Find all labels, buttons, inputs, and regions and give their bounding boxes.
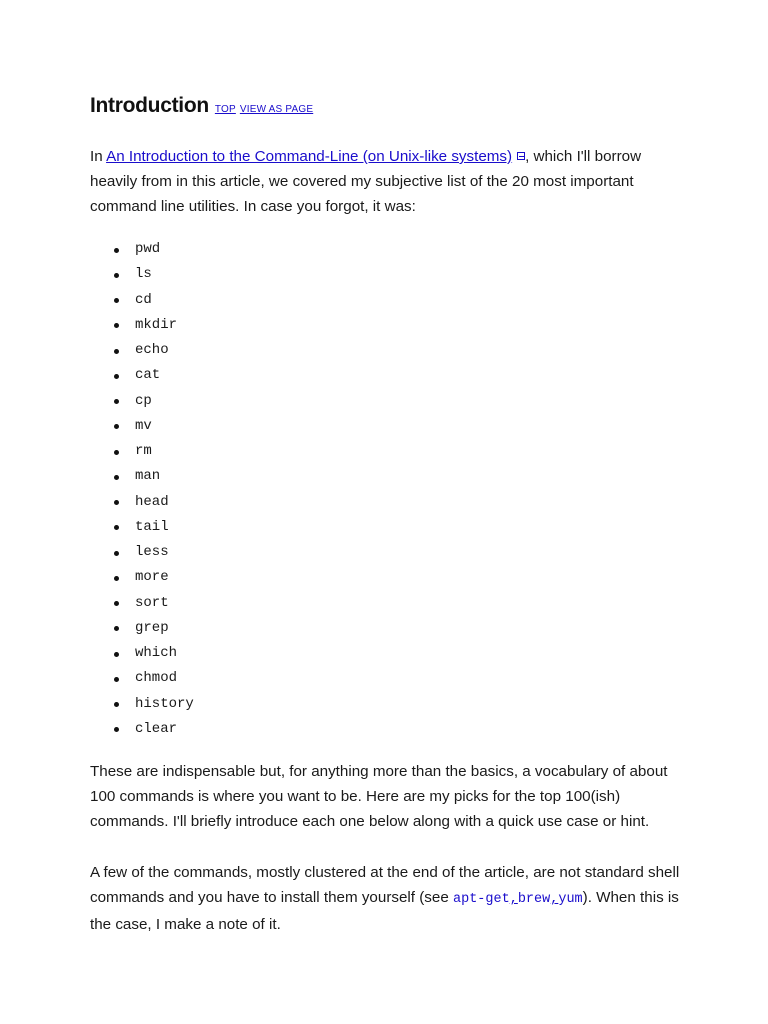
list-item: mv (114, 414, 690, 439)
intro-command-line-link[interactable]: An Introduction to the Command-Line (on Unix-like systems) (106, 148, 513, 165)
list-item: head (114, 490, 690, 515)
list-item: less (114, 540, 690, 565)
top-link[interactable]: TOP (214, 104, 236, 115)
list-item: clear (114, 717, 690, 742)
list-item: chmod (114, 666, 690, 691)
list-item: pwd (114, 237, 690, 262)
yum-link[interactable]: yum (558, 892, 583, 907)
install-note-before: A few of the commands, mostly clustered at the end of the article, are not standard shell commands and you have to install them yourself (see (90, 864, 680, 906)
apt-get-link[interactable]: apt-get (453, 892, 510, 907)
brew-link[interactable]: brew (517, 892, 551, 907)
list-item: grep (114, 616, 690, 641)
list-item: rm (114, 439, 690, 464)
list-item: ls (114, 262, 690, 287)
link-separator: , (509, 892, 518, 907)
list-item: which (114, 641, 690, 666)
list-item: sort (114, 591, 690, 616)
list-item: cd (114, 288, 690, 313)
link-separator: , (550, 892, 559, 907)
command-list (90, 237, 690, 742)
article (90, 92, 690, 937)
intro-text-before: In (90, 148, 107, 165)
section-title: Introduction (90, 94, 209, 117)
external-link-icon[interactable] (517, 152, 525, 160)
list-item: more (114, 565, 690, 590)
paragraph-install-note (90, 860, 690, 937)
view-as-page-link[interactable]: VIEW AS PAGE (239, 104, 314, 115)
list-item: cp (114, 389, 690, 414)
list-item: tail (114, 515, 690, 540)
list-item: echo (114, 338, 690, 363)
list-item: man (114, 464, 690, 489)
list-item: history (114, 692, 690, 717)
intro-text-after: , which I'll borrow heavily from in this article, we covered my subjective list of the 20 most important command line utilities. In case you forgot, it was: (90, 148, 642, 215)
install-note-after: ). When this is the case, I make a note of it. (90, 889, 679, 933)
intro-paragraph (90, 144, 690, 219)
list-item: mkdir (114, 313, 690, 338)
paragraph-vocabulary: These are indispensable but, for anything more than the basics, a vocabulary of about 100 commands is where you want to be. Here are my picks for the top 100(ish) commands. I'll briefly introduce each one below along with a quick use case or hint. (90, 763, 668, 830)
list-item: cat (114, 363, 690, 388)
section-heading (90, 92, 690, 124)
